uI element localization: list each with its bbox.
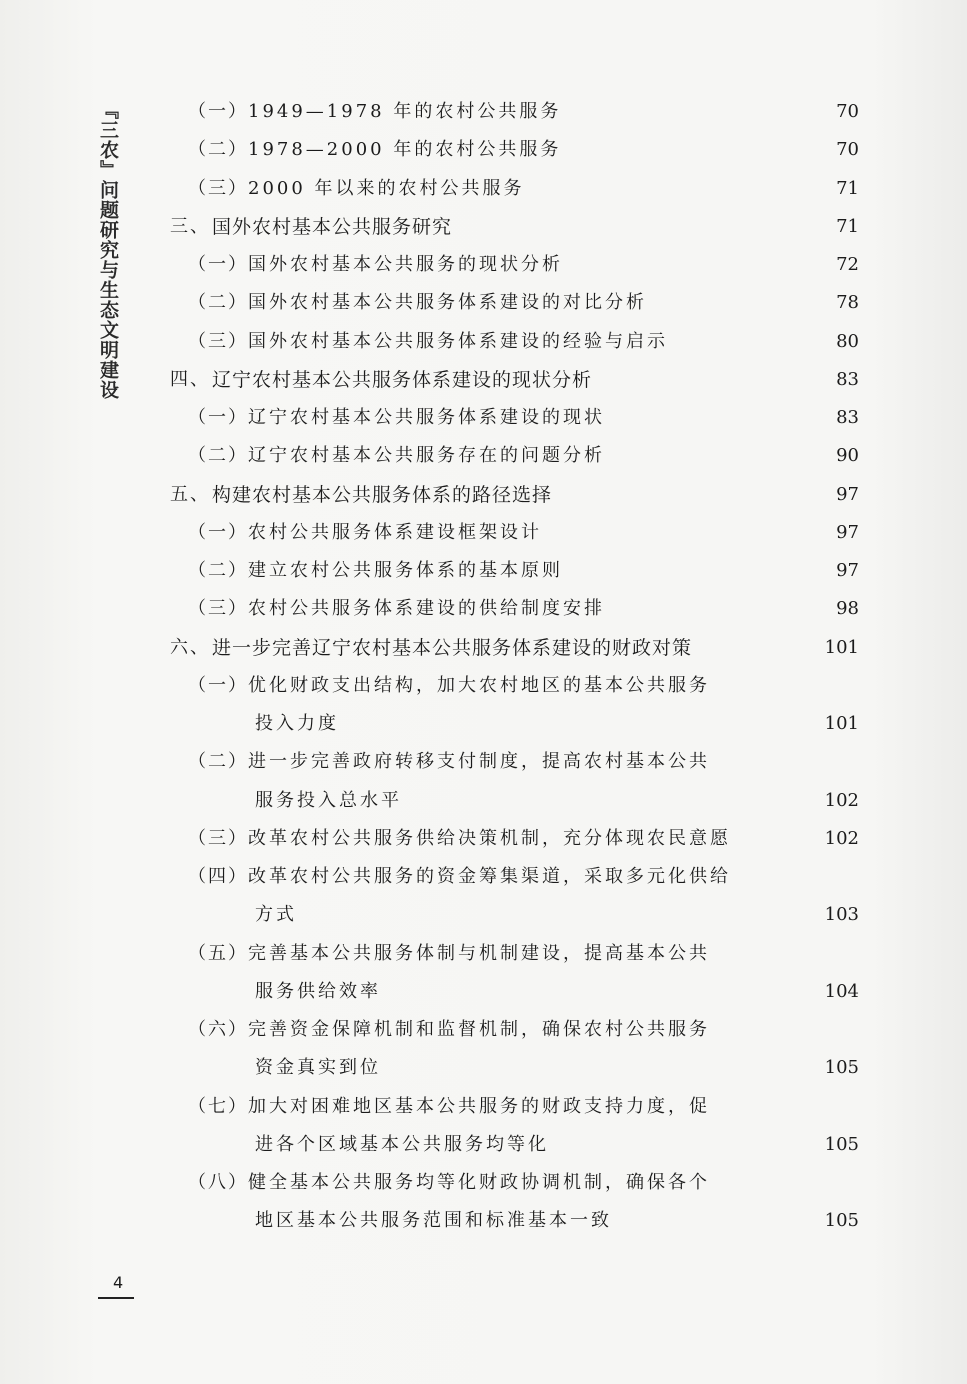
toc-dot-leader xyxy=(533,170,827,208)
toc-page-number: 90 xyxy=(836,445,859,466)
toc-subsection-entry xyxy=(0,246,967,284)
toc-page-number: 83 xyxy=(836,369,859,390)
toc-entry-title: 健全基本公共服务均等化财政协调机制，确保各个 xyxy=(248,1172,710,1193)
toc-page-number: 97 xyxy=(836,560,859,581)
toc-entry-number: （一） xyxy=(188,675,248,696)
toc-entry-title: 国外农村基本公共服务的现状分析 xyxy=(248,254,563,275)
toc-entry-title: 国外农村基本公共服务研究 xyxy=(212,216,453,238)
toc-entry-continuation xyxy=(0,705,967,743)
toc-entry-title: 2000 年以来的农村公共服务 xyxy=(248,178,525,199)
toc-page-number: 103 xyxy=(824,904,859,925)
toc-entry-number: （一） xyxy=(188,101,248,122)
toc-entry-continuation xyxy=(0,1126,967,1164)
toc-dot-leader xyxy=(613,437,827,475)
toc-page-number: 101 xyxy=(824,637,859,658)
toc-dot-leader xyxy=(560,476,827,514)
toc-entry-title: 构建农村基本公共服务体系的路径选择 xyxy=(212,484,553,506)
toc-page-number: 105 xyxy=(824,1057,859,1078)
toc-entry-title: 进各个区域基本公共服务均等化 xyxy=(255,1134,549,1155)
toc-entry-title: 服务供给效率 xyxy=(255,981,381,1002)
toc-entry-number: （七） xyxy=(188,1096,248,1117)
toc-entry-title: 建立农村公共服务体系的基本原则 xyxy=(248,560,563,581)
toc-entry-title: 改革农村公共服务供给决策机制，充分体现农民意愿 xyxy=(248,828,731,849)
toc-entry-number: （六） xyxy=(188,1019,248,1040)
toc-dot-leader xyxy=(389,1049,816,1087)
toc-dot-leader xyxy=(305,896,816,934)
toc-page-number: 70 xyxy=(836,101,859,122)
toc-entry-title: 进一步完善政府转移支付制度，提高农村基本公共 xyxy=(248,751,710,772)
toc-page-number: 71 xyxy=(836,216,859,237)
toc-subsection-entry xyxy=(0,667,967,705)
toc-dot-leader xyxy=(613,399,827,437)
toc-dot-leader xyxy=(347,705,816,743)
toc-entry-continuation xyxy=(0,1202,967,1240)
toc-subsection-entry xyxy=(0,743,967,781)
toc-page-number: 97 xyxy=(836,522,859,543)
toc-subsection-entry xyxy=(0,1164,967,1202)
toc-subsection-entry xyxy=(0,935,967,973)
toc-page-number: 80 xyxy=(836,331,859,352)
toc-dot-leader xyxy=(613,590,827,628)
toc-subsection-entry xyxy=(0,590,967,628)
toc-page-number: 71 xyxy=(836,178,859,199)
toc-entry-number: （一） xyxy=(188,522,248,543)
toc-dot-leader xyxy=(460,208,827,246)
toc-entry-title: 辽宁农村基本公共服务体系建设的现状分析 xyxy=(212,369,593,391)
toc-entry-title: 农村公共服务体系建设框架设计 xyxy=(248,522,542,543)
toc-dot-leader xyxy=(620,1202,816,1240)
toc-subsection-entry xyxy=(0,552,967,590)
toc-entry-title: 投入力度 xyxy=(255,713,339,734)
toc-entry-title: 进一步完善辽宁农村基本公共服务体系建设的财政对策 xyxy=(212,637,693,659)
toc-entry-title: 完善基本公共服务体制与机制建设，提高基本公共 xyxy=(248,943,710,964)
toc-subsection-entry xyxy=(0,514,967,552)
toc-entry-title: 加大对困难地区基本公共服务的财政支持力度，促 xyxy=(248,1096,710,1117)
toc-section-entry xyxy=(0,629,967,667)
book-series-title: 『三农』问题研究与生态文明建设 xyxy=(97,100,119,400)
toc-dot-leader xyxy=(550,514,827,552)
toc-entry-continuation xyxy=(0,896,967,934)
toc-section-entry xyxy=(0,476,967,514)
toc-entry-number: （二） xyxy=(188,560,248,581)
toc-dot-leader xyxy=(600,361,827,399)
toc-entry-continuation xyxy=(0,782,967,820)
toc-subsection-entry xyxy=(0,820,967,858)
page-number: 4 xyxy=(113,1273,124,1292)
toc-subsection-entry xyxy=(0,284,967,322)
toc-entry-title: 国外农村基本公共服务体系建设的经验与启示 xyxy=(248,331,668,352)
toc-entry-title: 农村公共服务体系建设的供给制度安排 xyxy=(248,598,605,619)
toc-dot-leader xyxy=(700,629,816,667)
toc-dot-leader xyxy=(739,820,816,858)
toc-entry-title: 国外农村基本公共服务体系建设的对比分析 xyxy=(248,292,647,313)
toc-subsection-entry xyxy=(0,170,967,208)
toc-entry-title: 1949—1978 年的农村公共服务 xyxy=(248,101,562,122)
toc-entry-continuation xyxy=(0,973,967,1011)
toc-entry-number: （二） xyxy=(188,139,248,160)
toc-entry-number: （四） xyxy=(188,866,248,887)
toc-page-number: 101 xyxy=(824,713,859,734)
toc-dot-leader xyxy=(389,973,816,1011)
toc-dot-leader xyxy=(557,1126,816,1164)
toc-section-entry xyxy=(0,208,967,246)
toc-entry-title: 服务投入总水平 xyxy=(255,790,402,811)
toc-entry-number: （一） xyxy=(188,254,248,275)
toc-entry-title: 方式 xyxy=(255,904,297,925)
toc-subsection-entry xyxy=(0,323,967,361)
toc-subsection-entry xyxy=(0,858,967,896)
toc-entry-title: 辽宁农村基本公共服务存在的问题分析 xyxy=(248,445,605,466)
toc-entry-number: （三） xyxy=(188,178,248,199)
toc-page-number: 83 xyxy=(836,407,859,428)
toc-section-entry xyxy=(0,361,967,399)
toc-entry-title: 改革农村公共服务的资金筹集渠道，采取多元化供给 xyxy=(248,866,731,887)
toc-entry-number: 五、 xyxy=(170,484,210,505)
toc-entry-title: 1978—2000 年的农村公共服务 xyxy=(248,139,562,160)
toc-entry-number: （三） xyxy=(188,598,248,619)
toc-entry-number: （二） xyxy=(188,751,248,772)
toc-entry-number: （五） xyxy=(188,943,248,964)
toc-entry-number: 四、 xyxy=(170,369,210,390)
toc-subsection-entry xyxy=(0,399,967,437)
toc-subsection-entry xyxy=(0,437,967,475)
toc-page-number: 105 xyxy=(824,1134,859,1155)
toc-entry-title: 完善资金保障机制和监督机制，确保农村公共服务 xyxy=(248,1019,710,1040)
toc-page-number: 102 xyxy=(824,828,859,849)
toc-entry-number: （八） xyxy=(188,1172,248,1193)
toc-subsection-entry xyxy=(0,1011,967,1049)
toc-dot-leader xyxy=(571,552,827,590)
toc-dot-leader xyxy=(655,284,827,322)
toc-page-number: 98 xyxy=(836,598,859,619)
toc-page-number: 102 xyxy=(824,790,859,811)
toc-entry-title: 地区基本公共服务范围和标准基本一致 xyxy=(255,1210,612,1231)
toc-entry-number: （三） xyxy=(188,331,248,352)
toc-entry-continuation xyxy=(0,1049,967,1087)
toc-dot-leader xyxy=(410,782,816,820)
page-number-rule xyxy=(98,1297,134,1299)
toc-subsection-entry xyxy=(0,93,967,131)
toc-dot-leader xyxy=(676,323,827,361)
toc-dot-leader xyxy=(569,131,827,169)
toc-entry-title: 优化财政支出结构，加大农村地区的基本公共服务 xyxy=(248,675,710,696)
toc-page-number: 97 xyxy=(836,484,859,505)
toc-page-number: 105 xyxy=(824,1210,859,1231)
toc-entry-number: 三、 xyxy=(170,216,210,237)
toc-dot-leader xyxy=(569,93,827,131)
toc-page-number: 78 xyxy=(836,292,859,313)
toc-page-number: 70 xyxy=(836,139,859,160)
toc-page-number: 72 xyxy=(836,254,859,275)
toc-entry-number: （二） xyxy=(188,292,248,313)
toc-subsection-entry xyxy=(0,131,967,169)
toc-dot-leader xyxy=(571,246,827,284)
toc-page-number: 104 xyxy=(824,981,859,1002)
toc-entry-number: （一） xyxy=(188,407,248,428)
toc-entry-number: 六、 xyxy=(170,637,210,658)
toc-subsection-entry xyxy=(0,1088,967,1126)
toc-entry-title: 资金真实到位 xyxy=(255,1057,381,1078)
toc-entry-number: （三） xyxy=(188,828,248,849)
toc-entry-title: 辽宁农村基本公共服务体系建设的现状 xyxy=(248,407,605,428)
toc-entry-number: （二） xyxy=(188,445,248,466)
